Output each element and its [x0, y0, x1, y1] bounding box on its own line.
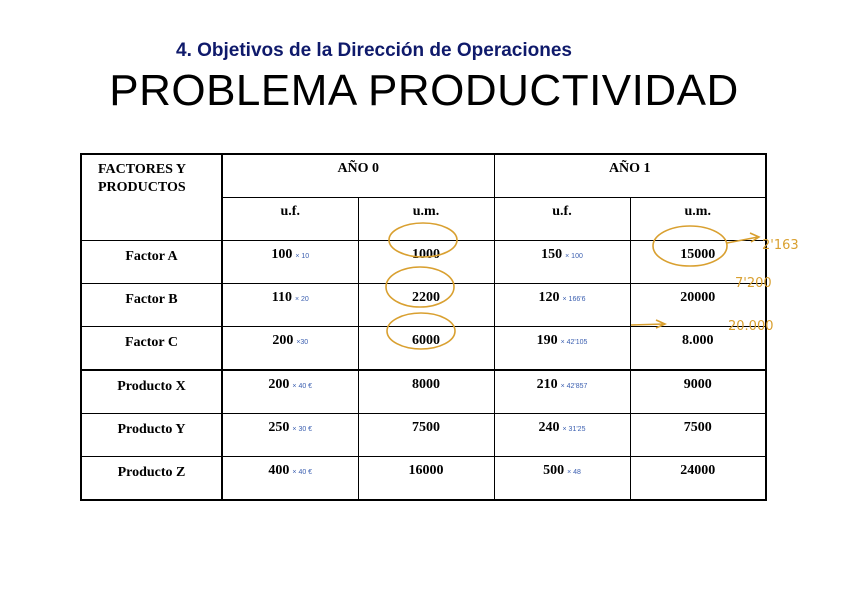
y0-um-cell: 8000	[358, 370, 494, 414]
y1-uf-cell: 150 × 100	[494, 241, 630, 284]
section-subtitle: 4. Objetivos de la Dirección de Operaciones	[176, 40, 572, 61]
handwritten-note: × 100	[565, 253, 583, 260]
y1-um-cell: 8.000	[630, 327, 766, 371]
y0-um-header: u.m.	[358, 198, 494, 241]
row-label: Factor C	[81, 327, 222, 371]
y1-uf-cell: 240 × 31'25	[494, 414, 630, 457]
y1-um-cell: 20000	[630, 284, 766, 327]
y1-uf-cell: 120 × 166'6	[494, 284, 630, 327]
y0-uf-cell: 200 ×30	[222, 327, 358, 371]
handwritten-note: × 40 €	[292, 383, 313, 390]
y0-uf-cell: 400 × 40 €	[222, 457, 358, 501]
margin-note-b: 7'200	[735, 276, 772, 291]
handwritten-note: × 166'6	[562, 296, 586, 303]
table-row	[81, 370, 766, 414]
table-row	[81, 414, 766, 457]
table-row	[81, 327, 766, 371]
y1-um-cell: 15000	[630, 241, 766, 284]
y0-um-cell: 16000	[358, 457, 494, 501]
margin-note-c: 20.000	[728, 319, 774, 334]
row-label: Producto X	[81, 370, 222, 414]
table-row	[81, 457, 766, 501]
handwritten-note: × 48	[567, 469, 581, 476]
y0-um-cell: 6000	[358, 327, 494, 371]
y0-uf-cell: 250 × 30 €	[222, 414, 358, 457]
row-label: Producto Z	[81, 457, 222, 501]
productivity-table	[80, 153, 767, 501]
y1-um-cell: 7500	[630, 414, 766, 457]
handwritten-note: × 42'105	[560, 339, 588, 346]
y1-uf-cell: 190 × 42'105	[494, 327, 630, 371]
handwritten-note: × 30 €	[292, 426, 313, 433]
y1-uf-cell: 500 × 48	[494, 457, 630, 501]
year1-header: AÑO 1	[494, 154, 766, 198]
y1-um-cell: 24000	[630, 457, 766, 501]
table-row	[81, 241, 766, 284]
y0-uf-cell: 200 × 40 €	[222, 370, 358, 414]
handwritten-note: ×30	[296, 339, 309, 346]
y1-uf-cell: 210 × 42'857	[494, 370, 630, 414]
y0-um-cell: 7500	[358, 414, 494, 457]
table-row	[81, 284, 766, 327]
year0-header: AÑO 0	[222, 154, 494, 198]
corner-header: FACTORES Y PRODUCTOS	[81, 154, 222, 241]
row-label: Factor B	[81, 284, 222, 327]
page-title: PROBLEMA PRODUCTIVIDAD	[109, 66, 739, 115]
handwritten-note: × 20	[294, 296, 309, 303]
handwritten-note: × 31'25	[562, 426, 586, 433]
handwritten-note: × 42'857	[560, 383, 588, 390]
y1-uf-header: u.f.	[494, 198, 630, 241]
y0-uf-cell: 100 × 10	[222, 241, 358, 284]
y0-um-cell: 1000	[358, 241, 494, 284]
y1-um-cell: 9000	[630, 370, 766, 414]
margin-note-a: 2'163	[762, 238, 799, 253]
y0-uf-header: u.f.	[222, 198, 358, 241]
row-label: Factor A	[81, 241, 222, 284]
handwritten-note: × 40 €	[292, 469, 313, 476]
handwritten-note: × 10	[295, 253, 310, 260]
y0-uf-cell: 110 × 20	[222, 284, 358, 327]
y0-um-cell: 2200	[358, 284, 494, 327]
y1-um-header: u.m.	[630, 198, 766, 241]
row-label: Producto Y	[81, 414, 222, 457]
